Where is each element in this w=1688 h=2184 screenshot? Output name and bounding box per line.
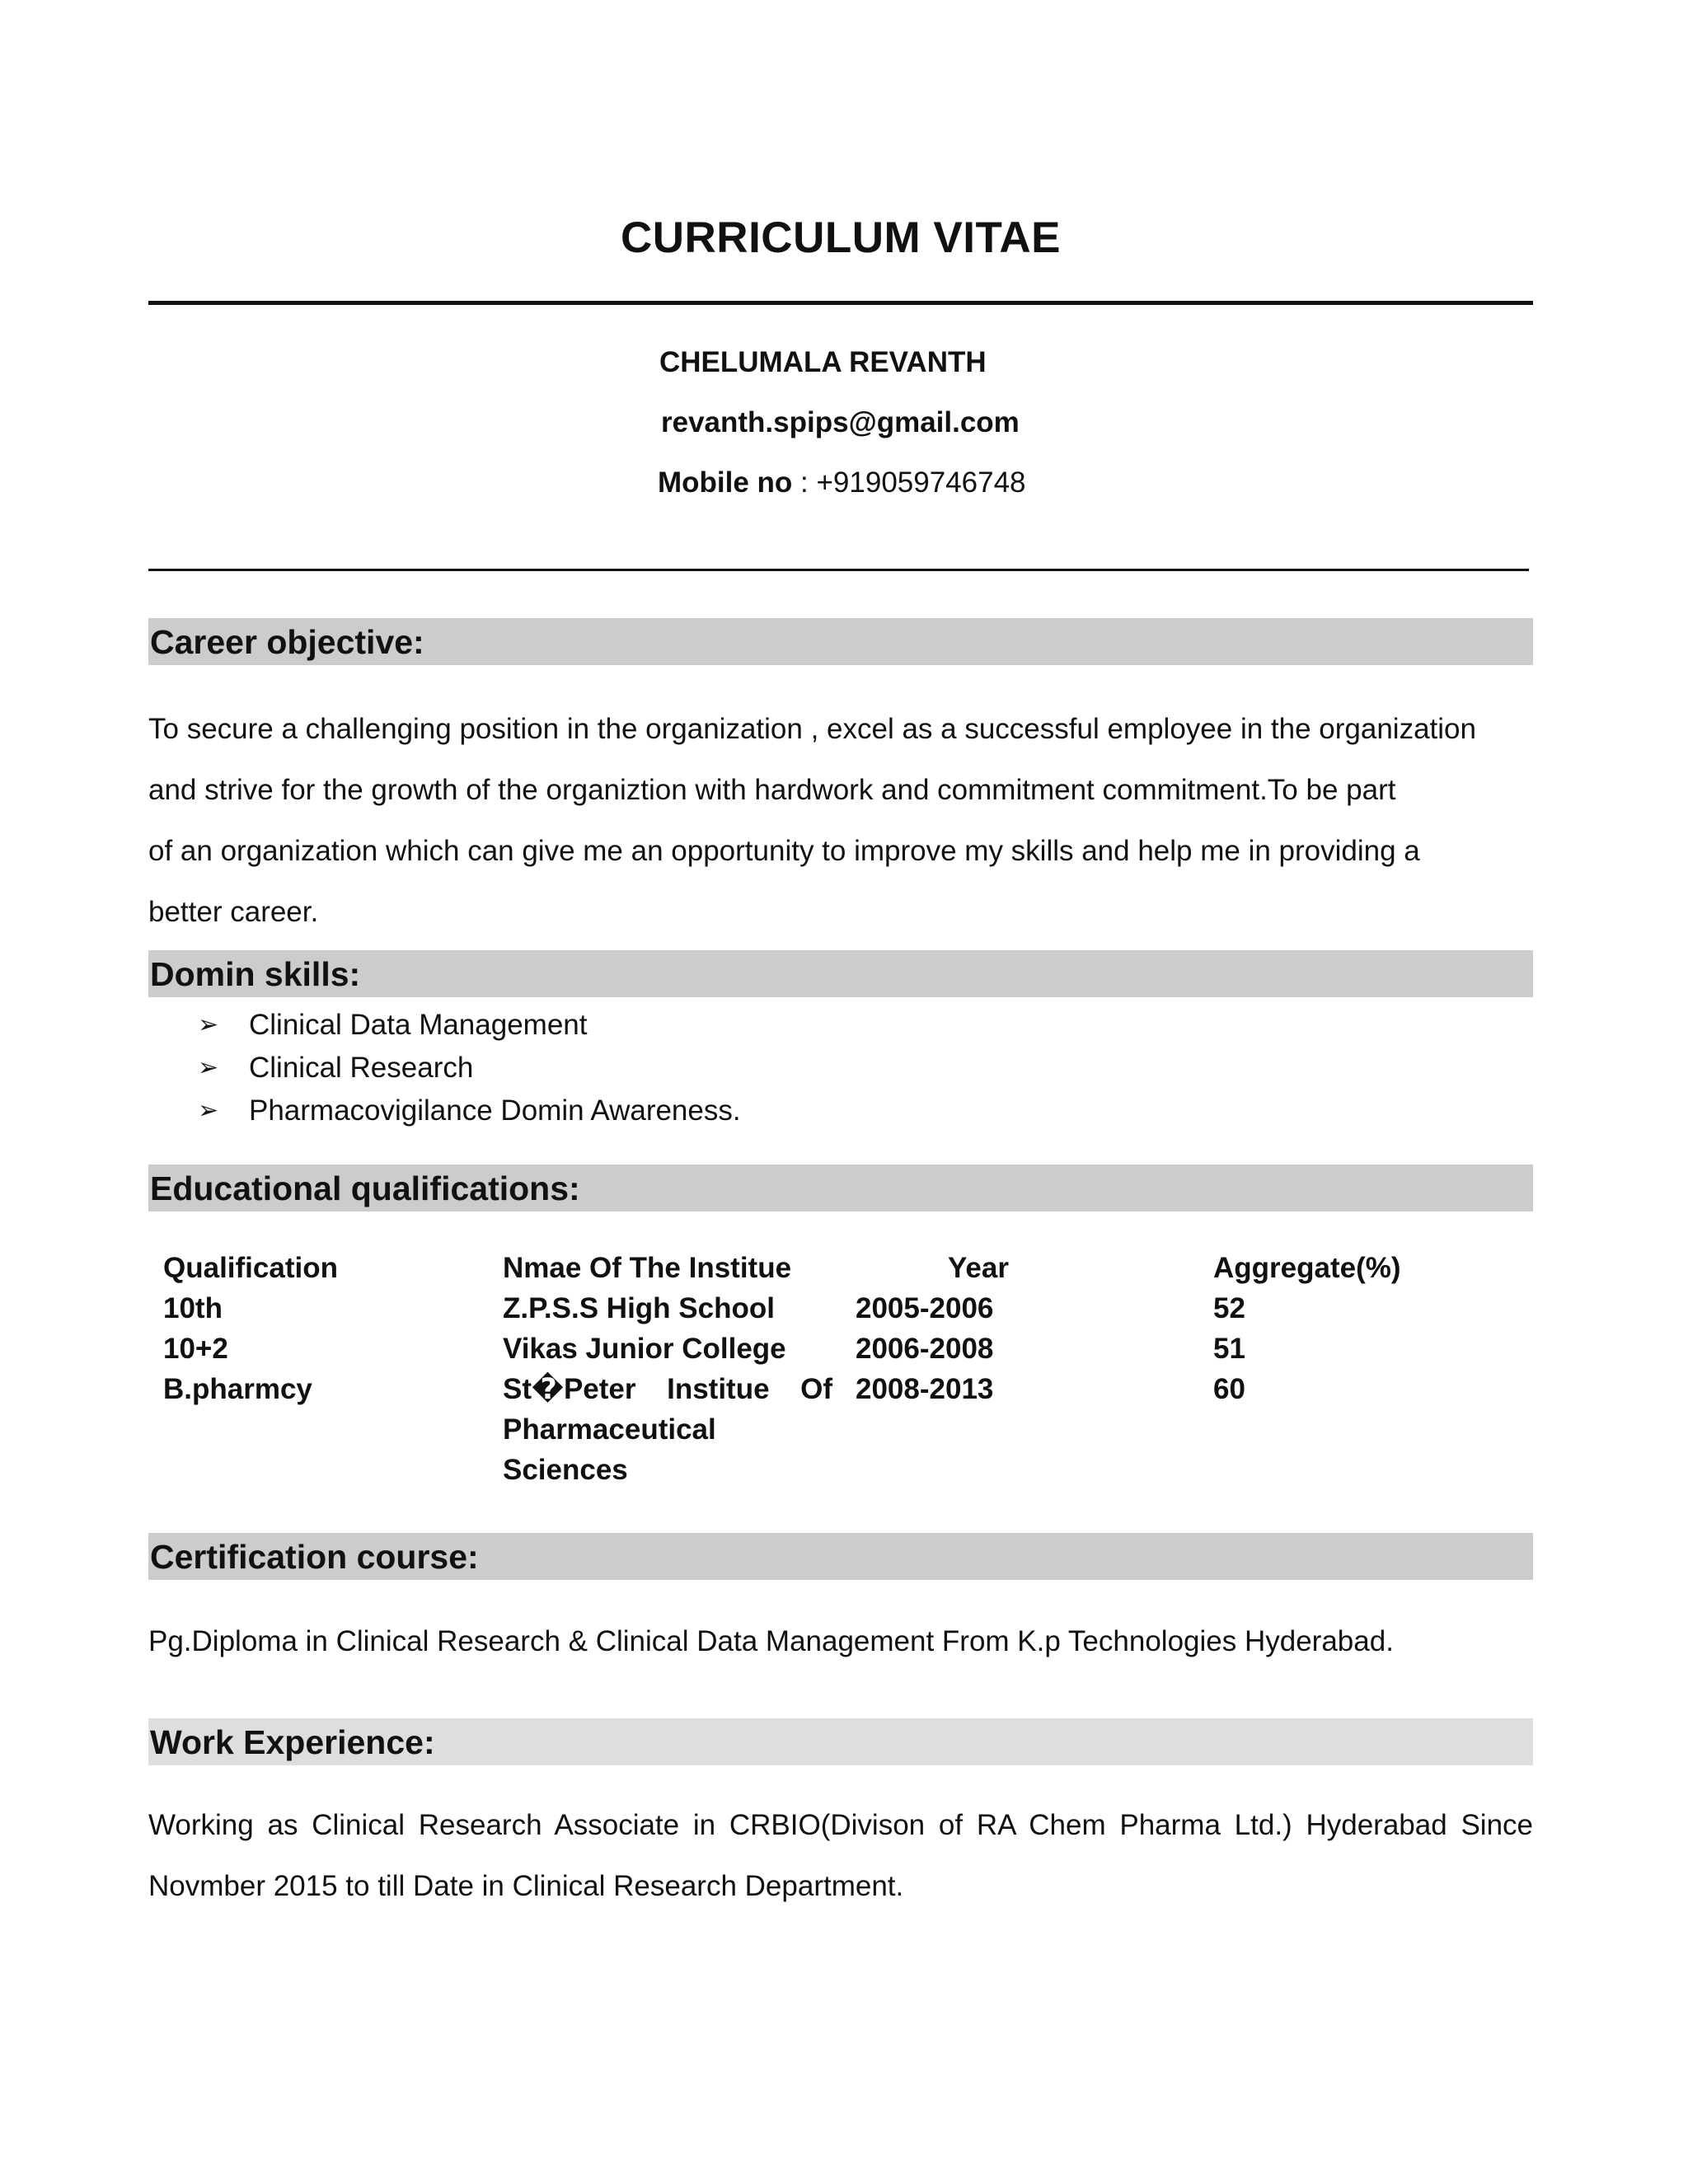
work-experience-line: Working as Clinical Research Associate in CRBIO(Divison of RA Chem Pharma Ltd.) Hyderabad Since [148,1809,1533,1841]
work-experience-text [148,1795,1533,1917]
title-divider [148,301,1533,305]
skill-label: Pharmacovigilance Domin Awareness. [249,1094,741,1127]
section-header-career-objective [148,618,1533,665]
institute-line: Pharmaceutical [503,1413,716,1446]
column-header: Aggregate(%) [1213,1252,1401,1284]
section-title: Certification course: [150,1538,479,1576]
institute-cell [503,1369,832,1490]
aggregate-cell: 60 [1213,1373,1245,1405]
institute-cell: Z.P.S.S High School [503,1292,775,1324]
institute-line: Sciences [503,1454,628,1486]
certification-text [148,1611,1533,1672]
work-experience-line: Novmber 2015 to till Date in Clinical Research Department. [148,1870,904,1902]
table-row [163,1288,1482,1329]
institute-line: St�Peter Institue Of [503,1373,832,1405]
institute-cell: Vikas Junior College [503,1333,786,1365]
section-title: Career objective: [150,623,424,661]
year-cell: 2006-2008 [856,1333,994,1365]
list-item [198,1004,741,1047]
arrow-bullet-icon: ➢ [198,1097,219,1124]
candidate-name: CHELUMALA REVANTH [659,346,987,378]
education-table [163,1248,1482,1490]
skill-label: Clinical Research [249,1052,474,1084]
skill-label: Clinical Data Management [249,1009,588,1041]
section-title: Work Experience: [150,1723,435,1761]
section-title: Educational qualifications: [150,1169,580,1207]
column-header: Year [948,1252,1009,1284]
career-objective-line: of an organization which can give me an opportunity to improve my skills and help me in providing a [148,835,1420,867]
domain-skills-list [198,1004,741,1132]
document-title: CURRICULUM VITAE [620,213,1062,262]
arrow-bullet-icon: ➢ [198,1011,219,1038]
column-header: Nmae Of The Institue [503,1252,792,1284]
section-title: Domin skills: [150,955,361,993]
year-cell: 2008-2013 [856,1373,994,1405]
section-header-certification [148,1533,1533,1580]
career-objective-line: better career. [148,896,319,928]
section-header-work-experience [148,1718,1533,1765]
section-header-education [148,1165,1533,1212]
certification-line: Pg.Diploma in Clinical Research & Clinical Data Management From K.p Technologies Hyderabad. [148,1625,1394,1657]
qualification-cell: B.pharmcy [163,1373,312,1405]
table-header-row [163,1248,1482,1288]
table-row [163,1369,1482,1490]
aggregate-cell: 52 [1213,1292,1245,1324]
contact-divider [148,569,1529,571]
aggregate-cell: 51 [1213,1333,1245,1365]
career-objective-line: To secure a challenging position in the organization , excel as a successful employee in the organization [148,713,1476,745]
list-item [198,1090,741,1132]
mobile-label: Mobile no [658,466,793,499]
qualification-cell: 10th [163,1292,223,1324]
table-row [163,1329,1482,1369]
column-header: Qualification [163,1252,338,1284]
career-objective-line: and strive for the growth of the organiztion with hardwork and commitment commitment.To be part [148,774,1396,806]
career-objective-text [148,699,1533,943]
list-item [198,1047,741,1090]
qualification-cell: 10+2 [163,1333,228,1365]
candidate-email: revanth.spips@gmail.com [661,406,1020,438]
candidate-mobile [658,466,1026,499]
year-cell: 2005-2006 [856,1292,994,1324]
mobile-value: : +919059746748 [792,466,1026,499]
arrow-bullet-icon: ➢ [198,1054,219,1081]
section-header-domain-skills [148,950,1533,997]
